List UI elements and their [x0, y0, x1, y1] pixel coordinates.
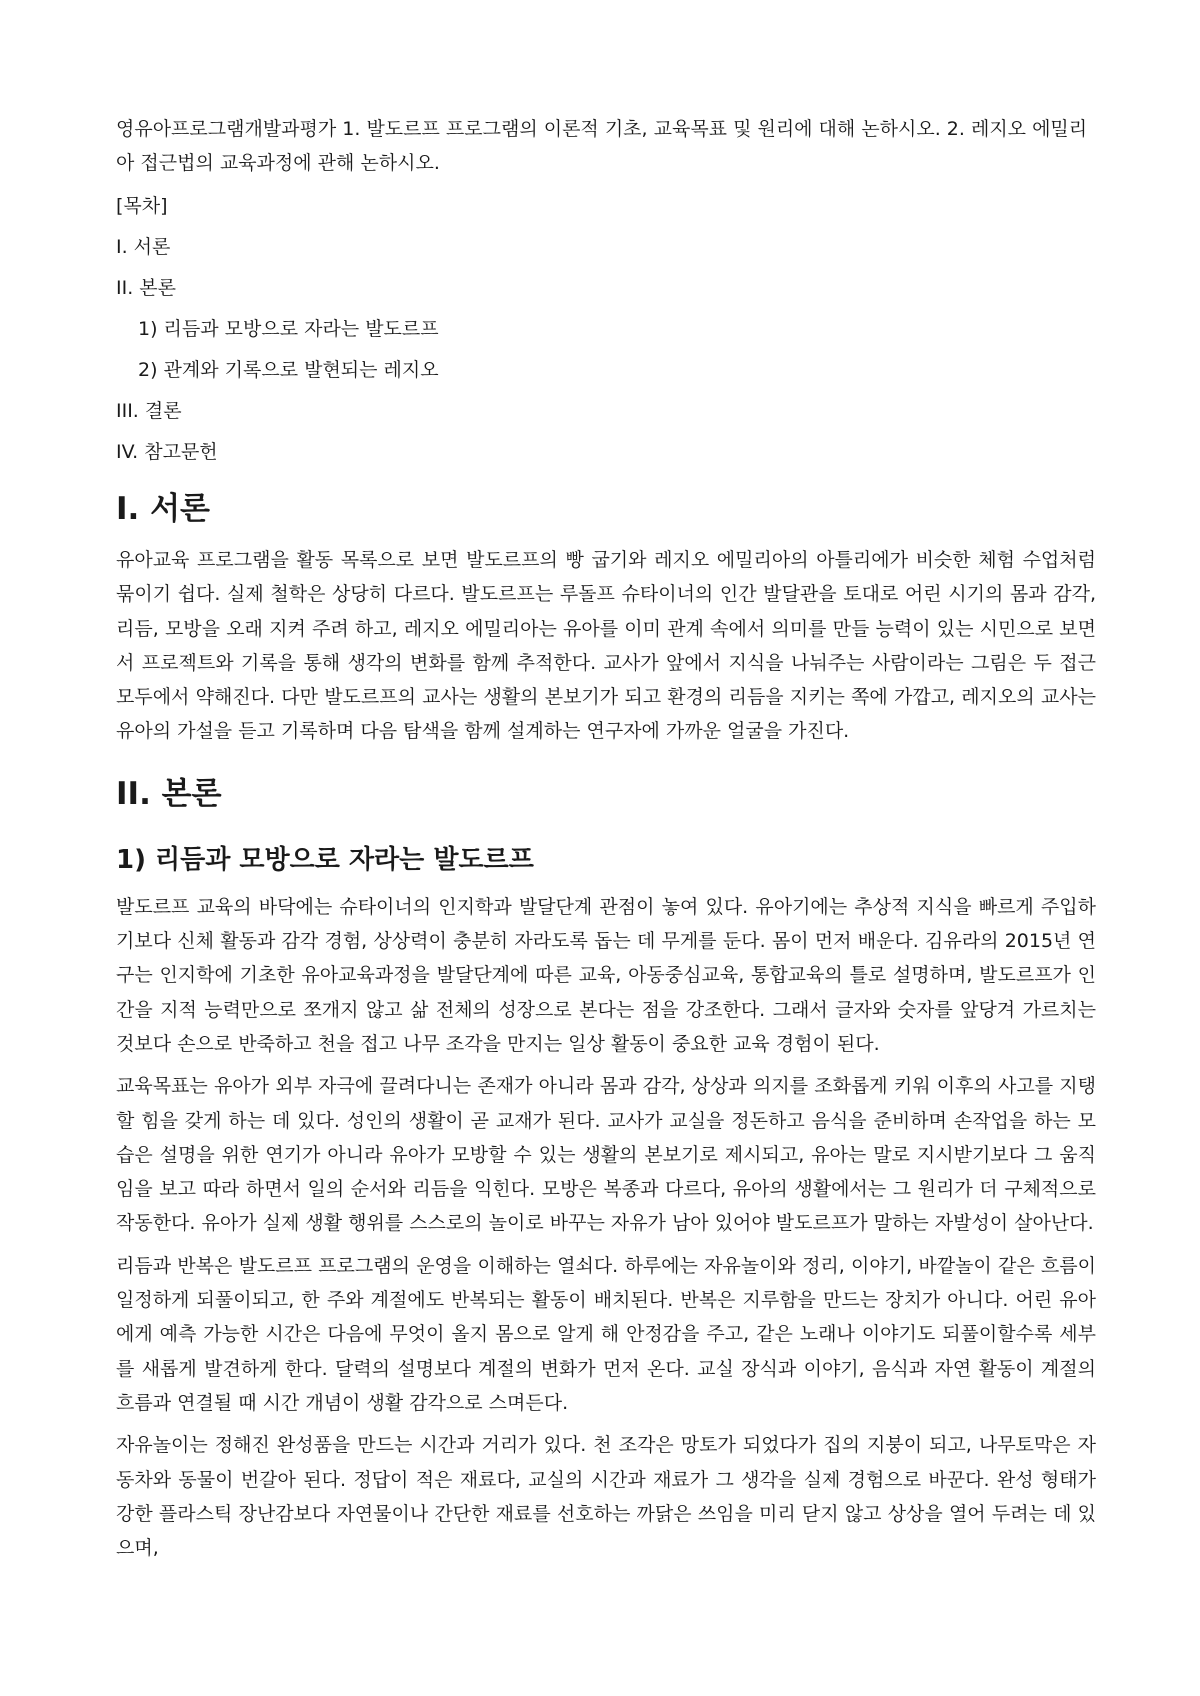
paragraph: 발도르프 교육의 바닥에는 슈타이너의 인지학과 발달단계 관점이 놓여 있다. 유아기에는 추상적 지식을 빠르게 주입하기보다 신체 활동과 감각 경험, 상상력이 충분히 자라도록 돕는 데 무게를 둔다. 몸이 먼저 배운다. 김유라의 2015년 연구는 인지학에 기초한 유아교육과정을 발달단계에 따른 교육, 아동중심교육, 통합교육의 틀로 설명하며, 발도르프가 인간을 지적 능력만으로 쪼개지 않고 삶 전체의 성장으로 본다는 점을 강조한다. 그래서 글자와 숫자를 앞당겨 가르치는 것보다 손으로 반죽하고 천을 접고 나무 조각을 만지는 일상 활동이 중요한 교육 경험이 된다. [116, 895, 1096, 1055]
toc-heading: [목차] [116, 195, 168, 217]
section-heading-main: II. 본론 [116, 775, 222, 812]
subsection-heading-waldorf: 1) 리듬과 모방으로 자라는 발도르프 [116, 844, 534, 875]
table-of-contents [116, 235, 1096, 464]
paragraph: 교육목표는 유아가 외부 자극에 끌려다니는 존재가 아니라 몸과 감각, 상상과 의지를 조화롭게 키워 이후의 사고를 지탱할 힘을 갖게 하는 데 있다. 성인의 생활이 곧 교재가 된다. 교사가 교실을 정돈하고 음식을 준비하며 손작업을 하는 모습은 설명을 위한 연기가 아니라 유아가 모방할 수 있는 생활의 본보기로 제시되고, 유아는 말로 지시받기보다 그 움직임을 보고 따라 하면서 일의 순서와 리듬을 익힌다. 모방은 복종과 다르다, 유아의 생활에서는 그 원리가 더 구체적으로 작동한다. 유아가 실제 생활 행위를 스스로의 놀이로 바꾸는 자유가 남아 있어야 발도르프가 말하는 자발성이 살아난다. [116, 1075, 1096, 1235]
toc-item: I. 서론 [116, 236, 171, 258]
toc-item: III. 결론 [116, 400, 182, 422]
section-heading-intro: I. 서론 [116, 491, 210, 527]
document-title: 영유아프로그램개발과평가 1. 발도르프 프로그램의 이론적 기초, 교육목표 및 원리에 대해 논하시오. 2. 레지오 에밀리아 접근법의 교육과정에 관해 논하시오. [116, 118, 1088, 174]
toc-item: II. 본론 [116, 277, 176, 299]
toc-item: 2) 관계와 기록으로 발현되는 레지오 [138, 359, 439, 381]
toc-item: IV. 참고문헌 [116, 441, 218, 463]
toc-item: 1) 리듬과 모방으로 자라는 발도르프 [138, 318, 439, 340]
paragraph: 유아교육 프로그램을 활동 목록으로 보면 발도르프의 빵 굽기와 레지오 에밀리아의 아틀리에가 비슷한 체험 수업처럼 묶이기 쉽다. 실제 철학은 상당히 다르다. 발도르프는 루돌프 슈타이너의 인간 발달관을 토대로 어린 시기의 몸과 감각, 리듬, 모방을 오래 지켜 주려 하고, 레지오 에밀리아는 유아를 이미 관계 속에서 의미를 만들 능력이 있는 시민으로 보면서 프로젝트와 기록을 통해 생각의 변화를 함께 추적한다. 교사가 앞에서 지식을 나눠주는 사람이라는 그림은 두 접근 모두에서 약해진다. 다만 발도르프의 교사는 생활의 본보기가 되고 환경의 리듬을 지키는 쪽에 가깝고, 레지오의 교사는 유아의 가설을 듣고 기록하며 다음 탐색을 함께 설계하는 연구자에 가까운 얼굴을 가진다. [116, 549, 1096, 743]
paragraph: 리듬과 반복은 발도르프 프로그램의 운영을 이해하는 열쇠다. 하루에는 자유놀이와 정리, 이야기, 바깥놀이 같은 흐름이 일정하게 되풀이되고, 한 주와 계절에도 반복되는 활동이 배치된다. 반복은 지루함을 만드는 장치가 아니다. 어린 유아에게 예측 가능한 시간은 다음에 무엇이 올지 몸으로 알게 해 안정감을 주고, 같은 노래나 이야기도 되풀이할수록 세부를 새롭게 발견하게 한다. 달력의 설명보다 계절의 변화가 먼저 온다. 교실 장식과 이야기, 음식과 자연 활동이 계절의 흐름과 연결될 때 시간 개념이 생활 감각으로 스며든다. [116, 1254, 1096, 1414]
paragraph: 자유놀이는 정해진 완성품을 만드는 시간과 거리가 있다. 천 조각은 망토가 되었다가 집의 지붕이 되고, 나무토막은 자동차와 동물이 번갈아 된다. 정답이 적은 재료다, 교실의 시간과 재료가 그 생각을 실제 경험으로 바꾼다. 완성 형태가 강한 플라스틱 장난감보다 자연물이나 간단한 재료를 선호하는 까닭은 쓰임을 미리 닫지 않고 상상을 열어 두려는 데 있으며, [116, 1434, 1096, 1560]
